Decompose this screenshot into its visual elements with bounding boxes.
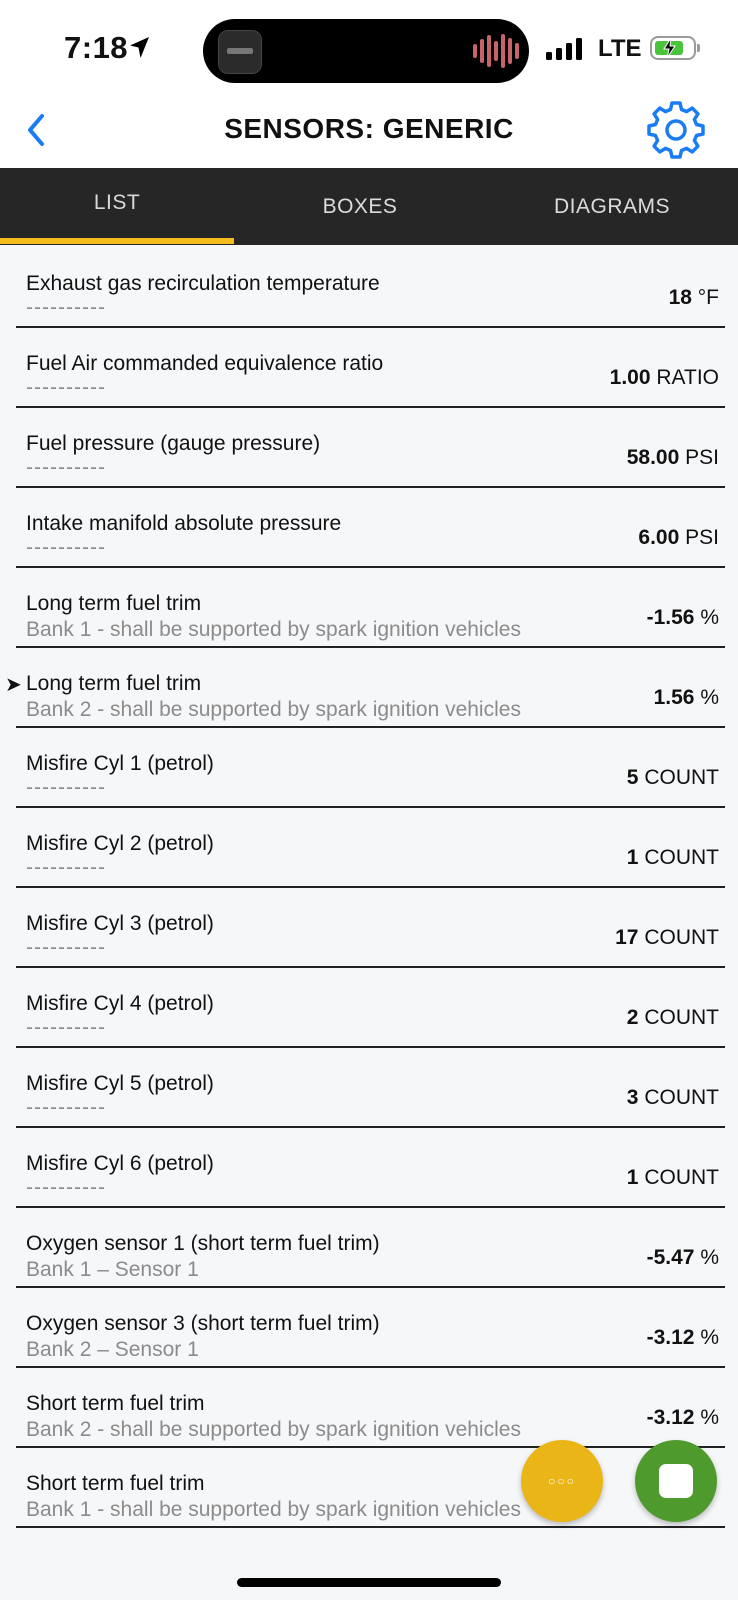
row-divider: [16, 1526, 725, 1528]
sensor-name: Long term fuel trim: [26, 592, 202, 615]
sensor-name: Misfire Cyl 5 (petrol): [26, 1072, 214, 1095]
sensor-value: 3: [626, 1086, 639, 1109]
tab-list[interactable]: LIST: [93, 190, 141, 214]
sensor-reading: [669, 286, 719, 310]
sensor-reading: [647, 606, 719, 630]
sensor-row[interactable]: [0, 1368, 738, 1448]
sensor-value: 6.00: [638, 526, 680, 549]
sensor-value: 1.00: [609, 366, 651, 389]
sensor-description: ----------: [26, 1176, 106, 1199]
sensor-name: Short term fuel trim: [26, 1392, 205, 1415]
sensor-reading: [627, 1166, 719, 1190]
sensor-unit: %: [700, 606, 719, 629]
sensor-name: Oxygen sensor 3 (short term fuel trim): [26, 1312, 380, 1335]
sensor-description: ----------: [26, 456, 106, 479]
sensor-description: Bank 2 – Sensor 1: [26, 1338, 199, 1361]
stop-icon: [659, 1464, 693, 1498]
sensor-value: 1.56: [653, 686, 695, 709]
sensor-row[interactable]: [0, 408, 738, 488]
tab-bar: [0, 168, 738, 245]
settings-button[interactable]: [646, 100, 706, 160]
sensor-value: 1: [626, 1166, 639, 1189]
sensor-unit: %: [700, 1246, 719, 1269]
sensor-value: 18: [668, 286, 692, 309]
sensor-description: ----------: [26, 1016, 106, 1039]
sensor-name: Misfire Cyl 1 (petrol): [26, 752, 214, 775]
stop-button[interactable]: [635, 1440, 717, 1522]
sensor-name: Fuel Air commanded equivalence ratio: [26, 352, 384, 375]
sensor-name: Long term fuel trim: [26, 672, 202, 695]
sensor-reading: [647, 1326, 719, 1350]
more-dots-icon: ○○○: [548, 1474, 576, 1488]
sensor-name: Misfire Cyl 2 (petrol): [26, 832, 214, 855]
sensor-unit: RATIO: [656, 366, 719, 389]
sensor-row[interactable]: [0, 888, 738, 968]
sensor-row[interactable]: [0, 648, 738, 728]
sensor-description: Bank 1 – Sensor 1: [26, 1258, 199, 1281]
sensor-unit: %: [700, 1406, 719, 1429]
sensor-unit: COUNT: [644, 926, 719, 949]
sensor-name: Misfire Cyl 6 (petrol): [26, 1152, 214, 1175]
sensor-value: -1.56: [646, 606, 695, 629]
sensor-description: ----------: [26, 936, 106, 959]
audio-waveform-icon: [473, 33, 519, 69]
cellular-signal-icon: [546, 38, 582, 60]
sensor-description: Bank 2 - shall be supported by spark ignition vehicles: [26, 698, 521, 721]
sensor-reading: [627, 1086, 719, 1110]
sensor-unit: COUNT: [644, 1166, 719, 1189]
sensor-description: ----------: [26, 1096, 106, 1119]
status-bar: [0, 0, 738, 100]
sensor-unit: %: [700, 686, 719, 709]
sensor-row[interactable]: [0, 1048, 738, 1128]
sensor-row[interactable]: [0, 808, 738, 888]
tab-selected-indicator: [0, 238, 234, 244]
sensor-row[interactable]: [0, 968, 738, 1048]
sensor-value: 58.00: [626, 446, 680, 469]
sensor-name: Misfire Cyl 4 (petrol): [26, 992, 214, 1015]
sensor-reading: [647, 1406, 719, 1430]
sensor-name: Short term fuel trim: [26, 1472, 205, 1495]
sensor-description: ----------: [26, 856, 106, 879]
home-indicator[interactable]: [237, 1578, 501, 1587]
tab-diagrams[interactable]: DIAGRAMS: [553, 194, 670, 218]
battery-charging-icon: [650, 36, 696, 60]
sensor-row[interactable]: [0, 248, 738, 328]
sensor-reading: [647, 1246, 719, 1270]
sensor-unit: COUNT: [644, 766, 719, 789]
sensor-name: Exhaust gas recirculation temperature: [26, 272, 380, 295]
sensor-value: -5.47: [646, 1246, 695, 1269]
page-title: SENSORS: GENERIC: [224, 113, 514, 144]
network-type: LTE: [598, 35, 642, 62]
sensor-name: Intake manifold absolute pressure: [26, 512, 342, 535]
sensor-value: 5: [626, 766, 639, 789]
sensor-reading: [627, 766, 719, 790]
sensor-reading: [627, 1006, 719, 1030]
more-options-button[interactable]: [521, 1440, 603, 1522]
dynamic-island: [203, 19, 529, 83]
sensor-unit: PSI: [685, 526, 719, 549]
selected-arrow-icon: ➤: [5, 674, 22, 696]
sensor-name: Oxygen sensor 1 (short term fuel trim): [26, 1232, 380, 1255]
sensor-row[interactable]: [0, 1288, 738, 1368]
sensor-description: ----------: [26, 376, 106, 399]
sensor-row[interactable]: [0, 1128, 738, 1208]
sensor-description: ----------: [26, 776, 106, 799]
sensor-row[interactable]: [0, 568, 738, 648]
sensor-unit: COUNT: [644, 1086, 719, 1109]
sensor-name: Misfire Cyl 3 (petrol): [26, 912, 214, 935]
sensor-unit: °F: [697, 286, 719, 309]
location-arrow-icon: [128, 36, 150, 60]
tab-boxes[interactable]: BOXES: [322, 194, 398, 218]
sensor-reading: [627, 846, 719, 870]
sensor-row[interactable]: [0, 328, 738, 408]
sensor-description: ----------: [26, 296, 106, 319]
sensor-row[interactable]: [0, 1208, 738, 1288]
sensor-unit: PSI: [685, 446, 719, 469]
sensor-description: Bank 2 - shall be supported by spark ignition vehicles: [26, 1418, 521, 1441]
sensor-row[interactable]: [0, 488, 738, 568]
sensor-value: -3.12: [646, 1406, 695, 1429]
sensor-list[interactable]: [0, 248, 738, 1528]
sensor-unit: %: [700, 1326, 719, 1349]
sensor-reading: [638, 526, 719, 550]
sensor-unit: COUNT: [644, 846, 719, 869]
sensor-row[interactable]: [0, 1448, 738, 1528]
sensor-description: ----------: [26, 536, 106, 559]
sensor-row[interactable]: [0, 728, 738, 808]
sensor-description: Bank 1 - shall be supported by spark ignition vehicles: [26, 1498, 521, 1521]
status-time: 7:18: [64, 30, 129, 65]
sensor-unit: COUNT: [644, 1006, 719, 1029]
sensor-reading: [627, 446, 719, 470]
sensor-reading: [654, 686, 719, 710]
sensor-reading: [610, 366, 719, 390]
sensor-value: 17: [615, 926, 639, 949]
sensor-value: -3.12: [646, 1326, 695, 1349]
sensor-value: 2: [626, 1006, 639, 1029]
sensor-reading: [615, 926, 719, 950]
sensor-description: Bank 1 - shall be supported by spark ignition vehicles: [26, 618, 521, 641]
sensor-name: Fuel pressure (gauge pressure): [26, 432, 321, 455]
sensor-value: 1: [626, 846, 639, 869]
gear-icon: [649, 103, 703, 157]
now-playing-thumbnail-icon: [218, 30, 262, 74]
